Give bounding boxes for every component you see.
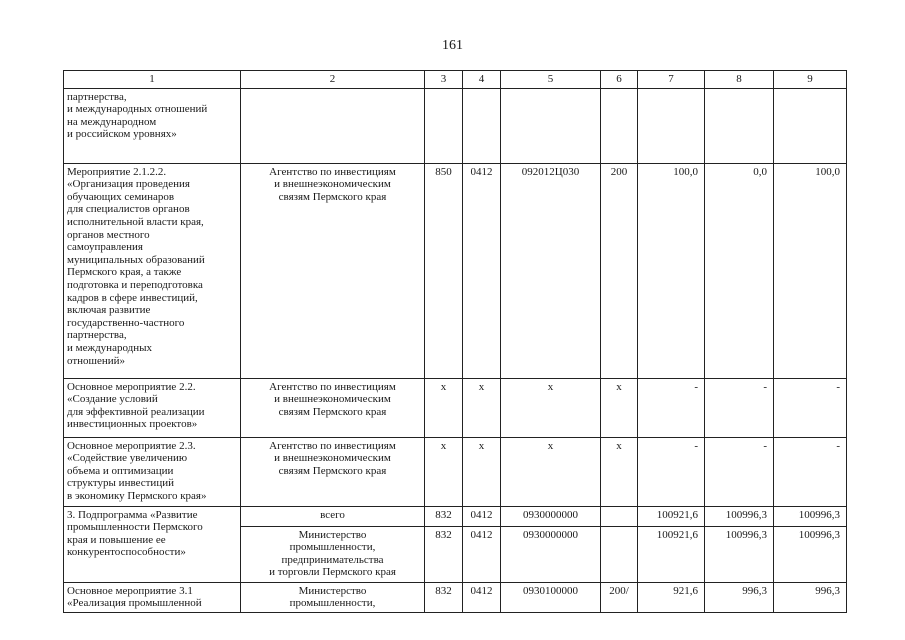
executor: всего: [241, 506, 425, 526]
amount-year-1: -: [638, 437, 705, 506]
code-target-article: 0930000000: [501, 526, 601, 582]
code-section: х: [463, 378, 501, 437]
code-grbs: х: [425, 378, 463, 437]
table-row: [64, 163, 847, 378]
amount-year-1: 100921,6: [638, 506, 705, 526]
code-expense-type: [601, 506, 638, 526]
amount-year-3: 100996,3: [774, 506, 847, 526]
column-number: 1: [64, 71, 241, 89]
activity-name: партнерства, и международных отношений на международном и российском уровнях»: [64, 88, 241, 163]
executor: [241, 88, 425, 163]
column-number: 3: [425, 71, 463, 89]
code-section: х: [463, 437, 501, 506]
page-number: 161: [442, 38, 463, 53]
budget-table: [63, 70, 847, 613]
column-number: 8: [705, 71, 774, 89]
code-expense-type: 200/: [601, 582, 638, 612]
subprogram-name: 3. Подпрограмма «Развитие промышленности Пермского края и повышение ее конкурентоспособности»: [64, 506, 241, 582]
amount-year-3: 100996,3: [774, 526, 847, 582]
code-section: 0412: [463, 506, 501, 526]
code-grbs: 850: [425, 163, 463, 378]
executor: Агентство по инвестициям и внешнеэкономическим связям Пермского края: [241, 437, 425, 506]
amount-year-2: -: [705, 378, 774, 437]
code-target-article: х: [501, 378, 601, 437]
table-row: [64, 88, 847, 163]
amount-year-3: 996,3: [774, 582, 847, 612]
amount-year-2: -: [705, 437, 774, 506]
code-section: [463, 88, 501, 163]
table-row: [64, 378, 847, 437]
amount-year-3: -: [774, 378, 847, 437]
executor: Министерство промышленности, предпринимательства и торговли Пермского края: [241, 526, 425, 582]
amount-year-3: 100,0: [774, 163, 847, 378]
code-section: 0412: [463, 163, 501, 378]
code-section: 0412: [463, 582, 501, 612]
amount-year-3: [774, 88, 847, 163]
activity-name: Основное мероприятие 2.3. «Содействие увеличению объема и оптимизации структуры инвестиций в экономику Пермского края»: [64, 437, 241, 506]
code-section: 0412: [463, 526, 501, 582]
column-number-header-row: [64, 71, 847, 89]
amount-year-2: [705, 88, 774, 163]
activity-name: Основное мероприятие 3.1 «Реализация промышленной: [64, 582, 241, 612]
amount-year-1: [638, 88, 705, 163]
amount-year-2: 100996,3: [705, 506, 774, 526]
code-grbs: [425, 88, 463, 163]
amount-year-1: 100921,6: [638, 526, 705, 582]
column-number: 5: [501, 71, 601, 89]
code-target-article: х: [501, 437, 601, 506]
amount-year-1: 921,6: [638, 582, 705, 612]
code-grbs: х: [425, 437, 463, 506]
activity-name: Мероприятие 2.1.2.2. «Организация проведения обучающих семинаров для специалистов органов исполнительной власти края, органов местного самоуправления муниципальных образований Пермского края, а также подготовка и переподготовка кадров в сфере инвестиций, включая развитие государственно-частного партнерства, и международных отношений»: [64, 163, 241, 378]
amount-year-2: 996,3: [705, 582, 774, 612]
amount-year-2: 100996,3: [705, 526, 774, 582]
executor: Министерство промышленности,: [241, 582, 425, 612]
code-expense-type: 200: [601, 163, 638, 378]
column-number: 2: [241, 71, 425, 89]
code-target-article: 0930100000: [501, 582, 601, 612]
code-grbs: 832: [425, 582, 463, 612]
code-grbs: 832: [425, 526, 463, 582]
column-number: 6: [601, 71, 638, 89]
column-number: 7: [638, 71, 705, 89]
amount-year-3: -: [774, 437, 847, 506]
executor: Агентство по инвестициям и внешнеэкономическим связям Пермского края: [241, 378, 425, 437]
table-row: [64, 582, 847, 612]
table-row: [64, 506, 847, 526]
code-expense-type: х: [601, 437, 638, 506]
amount-year-1: -: [638, 378, 705, 437]
table-row: [64, 437, 847, 506]
code-expense-type: х: [601, 378, 638, 437]
executor: Агентство по инвестициям и внешнеэкономическим связям Пермского края: [241, 163, 425, 378]
code-expense-type: [601, 88, 638, 163]
amount-year-1: 100,0: [638, 163, 705, 378]
code-expense-type: [601, 526, 638, 582]
column-number: 4: [463, 71, 501, 89]
code-target-article: 0930000000: [501, 506, 601, 526]
code-target-article: 092012Ц030: [501, 163, 601, 378]
code-grbs: 832: [425, 506, 463, 526]
amount-year-2: 0,0: [705, 163, 774, 378]
activity-name: Основное мероприятие 2.2. «Создание условий для эффективной реализации инвестиционных проектов»: [64, 378, 241, 437]
column-number: 9: [774, 71, 847, 89]
code-target-article: [501, 88, 601, 163]
